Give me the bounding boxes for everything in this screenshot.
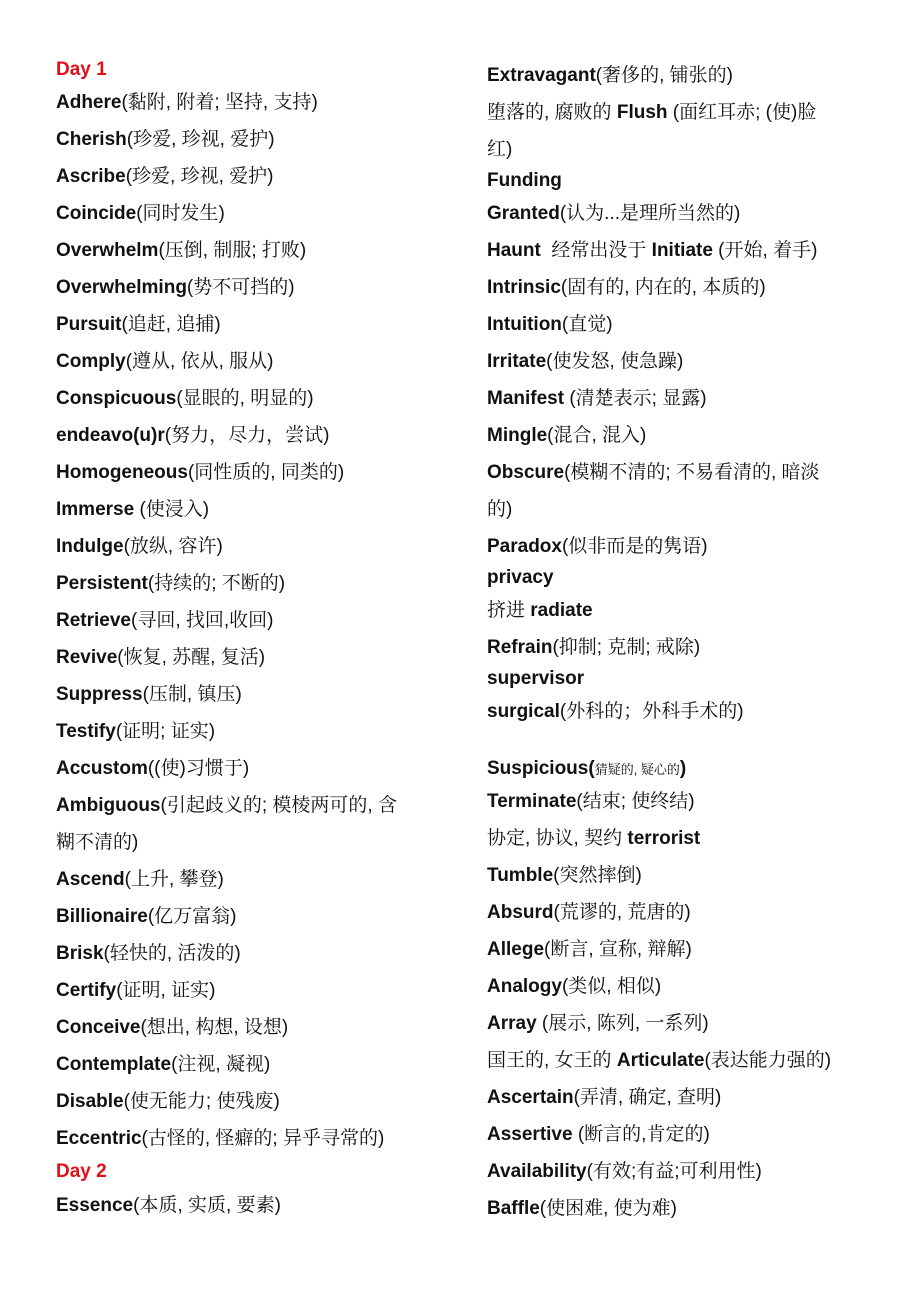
vocab-line: [56, 313, 221, 337]
vocab-word: Initiate: [651, 240, 713, 261]
vocab-line: [487, 387, 707, 411]
vocab-word: terrorist: [627, 828, 701, 849]
vocab-definition: (遵从, 依从, 服从): [125, 351, 274, 372]
vocab-definition: (断言的,肯定的): [572, 1124, 710, 1145]
vocab-definition: (亿万富翁): [147, 906, 237, 927]
vocab-line: [56, 387, 314, 411]
vocab-line: [487, 975, 661, 999]
vocab-word: Funding: [487, 170, 562, 191]
vocab-definition: (压倒, 制服; 打败): [158, 240, 307, 261]
vocab-line: [487, 313, 613, 337]
vocab-definition: (直觉): [561, 314, 613, 335]
vocab-word: Comply: [56, 351, 126, 372]
vocab-word: Baffle: [487, 1198, 540, 1219]
vocab-definition: 糊不清的): [56, 832, 139, 853]
vocab-line: [56, 461, 344, 485]
vocab-definition: (突然摔倒): [553, 865, 642, 886]
vocab-definition: (表达能力强的): [704, 1050, 832, 1071]
vocab-word: Ascend: [56, 869, 125, 890]
vocab-line: [56, 942, 241, 966]
vocab-line: [56, 350, 273, 374]
vocab-line: [56, 646, 265, 670]
vocab-definition: (势不可挡的): [186, 277, 295, 298]
vocab-word: Allege: [487, 939, 545, 960]
vocab-line: [487, 1197, 677, 1221]
vocab-definition: (使浸入): [139, 499, 210, 520]
vocab-definition: (认为...是理所当然的): [559, 203, 741, 224]
vocab-definition: (恢复, 苏醒, 复活): [117, 647, 266, 668]
vocab-line: [56, 1090, 280, 1114]
vocab-word: Brisk: [56, 943, 104, 964]
vocab-definition: (奢侈的, 铺张的): [595, 65, 733, 86]
vocab-word: endeavo(u)r: [56, 425, 165, 446]
vocab-line: [56, 609, 274, 633]
vocab-word: Disable: [56, 1091, 124, 1112]
vocab-line: [56, 720, 215, 744]
vocab-line: [487, 1160, 762, 1184]
vocab-definition: (使无能力; 使残废): [123, 1091, 280, 1112]
vocab-definition: (混合, 混入): [547, 425, 647, 446]
vocab-definition: 的): [487, 499, 513, 520]
vocab-word: Immerse: [56, 499, 140, 520]
vocab-line: [487, 700, 744, 724]
vocab-line: [487, 901, 691, 925]
day-2-heading: Day 2: [56, 1161, 107, 1182]
vocab-definition: (弄清, 确定, 查明): [573, 1087, 722, 1108]
vocab-word: Persistent: [56, 573, 148, 594]
vocab-word: Ambiguous: [56, 795, 161, 816]
vocab-definition-fragment: 堕落的, 腐败的: [487, 102, 617, 123]
vocab-word: Intuition: [487, 314, 562, 335]
vocab-definition: (开始, 着手): [712, 240, 818, 261]
vocab-line: [56, 535, 223, 559]
vocab-word: Billionaire: [56, 906, 148, 927]
vocab-line: [487, 101, 816, 125]
vocab-definition-fragment: 经常出没于: [540, 240, 652, 261]
vocab-line: [56, 498, 209, 522]
vocab-definition: (引起歧义的; 模棱两可的, 含: [160, 795, 397, 816]
vocab-word: Overwhelming: [56, 277, 187, 298]
vocab-line: [487, 757, 686, 782]
vocab-line: [56, 276, 295, 300]
vocab-line: [487, 864, 642, 888]
vocab-line: [487, 827, 700, 851]
vocab-word: Accustom: [56, 758, 148, 779]
vocab-definition: 红): [487, 139, 513, 160]
vocab-line: [487, 276, 766, 300]
vocab-definition: (持续的; 不断的): [147, 573, 286, 594]
vocab-definition: (证明, 证实): [116, 980, 216, 1001]
vocab-definition: (使困难, 使为难): [539, 1198, 678, 1219]
vocab-definition: ((使)习惯于): [147, 758, 250, 779]
vocab-word: Analogy: [487, 976, 562, 997]
vocab-line: [487, 1012, 709, 1036]
paren-open: (: [588, 758, 595, 779]
vocab-definition-fragment: 协定, 协议, 契约: [487, 828, 628, 849]
vocab-line: [487, 535, 708, 559]
vocab-definition: (本质, 实质, 要素): [133, 1195, 281, 1216]
vocab-line: [487, 498, 512, 522]
vocab-definition-fragment: 挤进: [487, 600, 531, 621]
vocab-word: Retrieve: [56, 610, 131, 631]
vocab-word: Array: [487, 1013, 537, 1034]
vocab-line: [487, 667, 584, 691]
paren-close: ): [679, 758, 687, 779]
day-1-heading: Day 1: [56, 59, 107, 80]
vocab-definition: (外科的；外科手术的): [559, 701, 744, 722]
vocab-line: [56, 979, 215, 1003]
vocab-definition: (荒谬的, 荒唐的): [553, 902, 691, 923]
vocab-word: surgical: [487, 701, 560, 722]
vocab-line: [56, 572, 285, 596]
vocab-line: [56, 128, 275, 152]
vocab-line: [487, 1086, 721, 1110]
vocab-definition: (抑制; 克制; 戒除): [552, 637, 701, 658]
vocab-word: Revive: [56, 647, 118, 668]
vocab-definition: (清楚表示; 显露): [564, 388, 707, 409]
vocab-definition: (轻快的, 活泼的): [103, 943, 241, 964]
vocab-definition: (似非而是的隽语): [561, 536, 708, 557]
vocab-word: Coincide: [56, 203, 137, 224]
vocab-definition: (有效;有益;可利用性): [586, 1161, 762, 1182]
vocab-word: Absurd: [487, 902, 554, 923]
vocab-word: Irritate: [487, 351, 547, 372]
vocab-line: [487, 424, 646, 448]
vocab-definition: 猜疑的, 疑心的: [594, 762, 680, 777]
vocab-word: Obscure: [487, 462, 565, 483]
vocab-line: [487, 169, 562, 193]
vocab-definition: (压制, 镇压): [142, 684, 242, 705]
vocab-word: Terminate: [487, 791, 577, 812]
vocab-definition: (断言, 宣称, 辩解): [544, 939, 692, 960]
vocab-word: Articulate: [616, 1050, 705, 1071]
vocab-word: Certify: [56, 980, 117, 1001]
vocab-definition-fragment: 国王的, 女王的: [487, 1050, 617, 1071]
vocab-word: Eccentric: [56, 1128, 142, 1149]
vocab-word: Paradox: [487, 536, 562, 557]
vocab-line: [56, 239, 306, 263]
vocab-definition: (想出, 构想, 设想): [140, 1017, 289, 1038]
vocab-word: Tumble: [487, 865, 554, 886]
vocab-line: [487, 566, 554, 590]
vocab-word: Manifest: [487, 388, 565, 409]
vocab-definition: (面红耳赤; (使)脸: [667, 102, 817, 123]
vocab-line: [487, 1123, 710, 1147]
vocab-line: [487, 790, 695, 814]
vocab-line: [487, 938, 692, 962]
vocab-word: Adhere: [56, 92, 122, 113]
vocab-definition: (固有的, 内在的, 本质的): [560, 277, 766, 298]
vocab-line: [487, 64, 733, 88]
vocab-definition: (使发怒, 使急躁): [546, 351, 684, 372]
vocab-word: Essence: [56, 1195, 134, 1216]
vocab-word: Suppress: [56, 684, 143, 705]
vocab-line: [487, 599, 593, 623]
vocab-word: Homogeneous: [56, 462, 188, 483]
vocab-word: Ascribe: [56, 166, 126, 187]
vocab-definition: (努力，尽力，尝试): [164, 425, 330, 446]
vocab-word: Refrain: [487, 637, 553, 658]
vocab-line: [487, 202, 740, 226]
vocab-definition: (珍爱, 珍视, 爱护): [125, 166, 274, 187]
vocab-word: Assertive: [487, 1124, 573, 1145]
vocab-definition: (古怪的, 怪癖的; 异乎寻常的): [141, 1128, 385, 1149]
vocab-line: [56, 831, 138, 855]
vocab-line: [56, 683, 242, 707]
vocab-line: [487, 138, 512, 162]
vocab-definition: (同性质的, 同类的): [187, 462, 345, 483]
vocab-line: [56, 757, 249, 781]
vocab-word: Availability: [487, 1161, 587, 1182]
vocab-line: [487, 461, 820, 485]
vocab-word: Extravagant: [487, 65, 596, 86]
vocab-line: [56, 1127, 384, 1151]
vocab-line: [56, 424, 329, 448]
vocab-definition: (珍爱, 珍视, 爱护): [126, 129, 275, 150]
vocab-word: Flush: [616, 102, 668, 123]
vocab-word: supervisor: [487, 668, 585, 689]
vocab-word: Cherish: [56, 129, 127, 150]
vocab-word: Intrinsic: [487, 277, 561, 298]
vocab-line: [56, 868, 224, 892]
vocab-word: Suspicious: [487, 758, 589, 779]
vocab-line: [487, 350, 683, 374]
vocab-word: privacy: [487, 567, 554, 588]
vocab-line: [487, 636, 700, 660]
vocab-word: Conspicuous: [56, 388, 177, 409]
vocab-line: [56, 165, 273, 189]
vocab-definition: (黏附, 附着; 坚持, 支持): [121, 92, 318, 113]
vocab-line: [56, 1194, 281, 1218]
vocab-word: Overwhelm: [56, 240, 159, 261]
vocab-definition: (证明; 证实): [115, 721, 216, 742]
vocab-word: Contemplate: [56, 1054, 172, 1075]
vocab-definition: (类似, 相似): [561, 976, 662, 997]
vocab-definition: (寻回, 找回,收回): [131, 610, 274, 631]
vocab-definition: (注视, 凝视): [171, 1054, 271, 1075]
vocab-definition: (同时发生): [136, 203, 225, 224]
vocab-line: [56, 905, 237, 929]
vocab-line: [56, 794, 397, 818]
vocab-line: [56, 202, 225, 226]
vocab-word: Mingle: [487, 425, 548, 446]
vocab-word: Indulge: [56, 536, 124, 557]
vocab-word: Conceive: [56, 1017, 141, 1038]
vocab-definition: (结束; 使终结): [576, 791, 695, 812]
vocab-word: Testify: [56, 721, 116, 742]
vocab-definition: (展示, 陈列, 一系列): [536, 1013, 709, 1034]
vocab-definition: (追赶, 追捕): [121, 314, 221, 335]
vocab-line: [56, 1016, 288, 1040]
vocab-definition: (模糊不清的; 不易看清的, 暗淡: [564, 462, 820, 483]
vocab-word: Haunt: [487, 240, 541, 261]
vocab-word: Pursuit: [56, 314, 122, 335]
vocab-line: [487, 239, 817, 263]
vocab-word: Ascertain: [487, 1087, 574, 1108]
vocab-definition: (放纵, 容许): [123, 536, 223, 557]
vocab-word: radiate: [530, 600, 593, 621]
vocab-word: Granted: [487, 203, 560, 224]
vocab-line: [487, 1049, 831, 1073]
vocab-line: [56, 91, 318, 115]
vocab-definition: (上升, 攀登): [124, 869, 224, 890]
vocab-line: [56, 1053, 270, 1077]
vocab-definition: (显眼的, 明显的): [176, 388, 314, 409]
